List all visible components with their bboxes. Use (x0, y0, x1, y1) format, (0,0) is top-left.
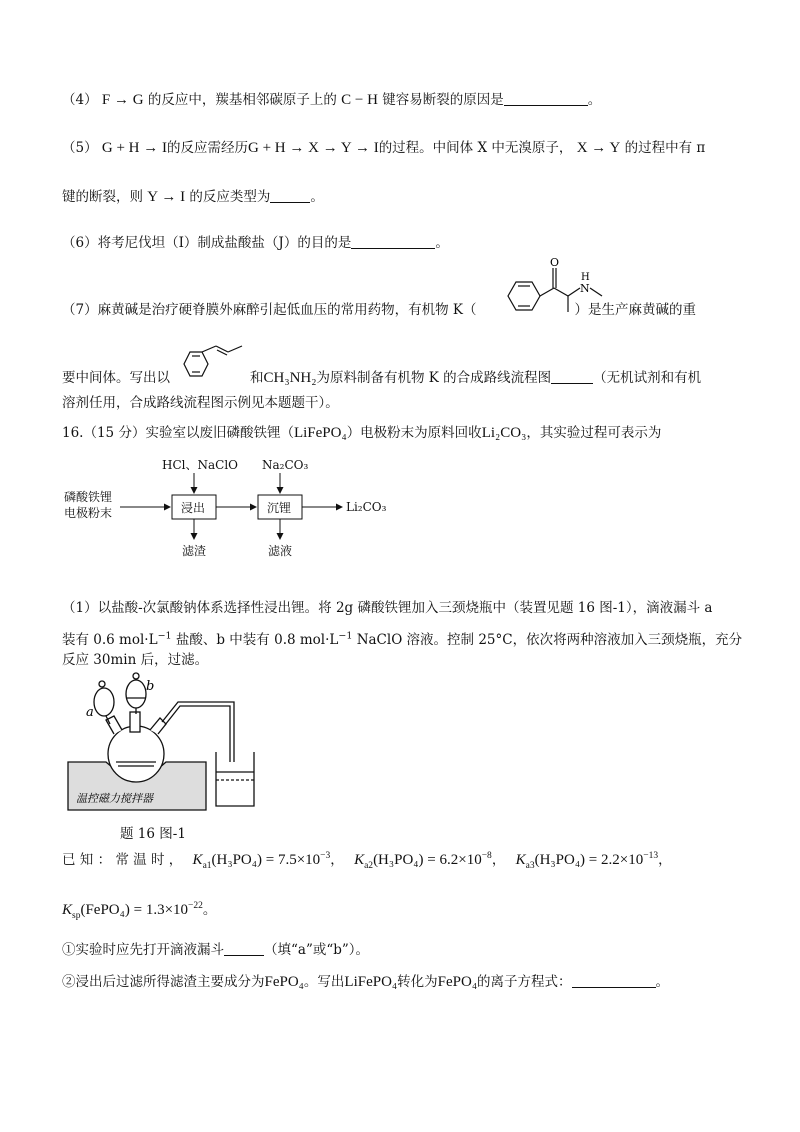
flow-waste-filtrate: 滤液 (268, 544, 293, 558)
known-constants-line1: 已 知 ： 常 温 时 ， $K_{a1}(H_3PO_4) = 7.5\times 10^{-3}$， $K_{a2}(H_3PO_4) = 6.2\times 10^{-8}$， $K_{a3}(H_3PO_4) = 2.2\times 10^{-13}$， (62, 851, 672, 871)
answer-blank-4[interactable] (504, 91, 588, 106)
flow-step-leach: 浸出 (181, 501, 206, 515)
bond-c-h: C − H (341, 92, 378, 108)
subquestion-2: ②浸出后过滤所得滤渣主要成分为FePO₄。写出LiFePO₄转化为FePO₄的离子方程式： 。 (62, 974, 670, 990)
part-1-line1: （1）以盐酸-次氯酸钠体系选择性浸出锂。将 2g 磷酸铁锂加入三颈烧瓶中（装置见题 16 图-1），滴液漏斗 a (62, 600, 713, 616)
question-16-header: 16.（15 分）实验室以废旧磷酸铁锂（LiFePO₄）电极粉末为原料回收Li₂CO₃，其实验过程可表示为 (62, 425, 662, 441)
part-1-line3: 反应 30min 后，过滤。 (62, 652, 209, 668)
question-4: （4） F → G 的反应中，羰基相邻碳原子上的 C − H 键容易断裂的原因是 。 (62, 92, 602, 108)
flow-step-precipitate: 沉锂 (267, 501, 292, 515)
flow-input-line2: 电极粉末 (64, 506, 113, 520)
question-6: （6）将考尼伐坦（I）制成盐酸盐（J）的目的是 。 (62, 235, 449, 251)
struct-o: O (550, 256, 560, 269)
known-constants-line2: $K_{sp}(FePO_4) = 1.3\times 10^{-22}$。 (62, 901, 217, 921)
struct-h: H (581, 272, 590, 283)
label-funnel-a: a (86, 705, 94, 720)
question-7-line3: 溶剂任用，合成路线流程图示例见本题题干）。 (62, 395, 339, 411)
flow-product: Li₂CO₃ (346, 500, 387, 514)
flow-waste-residue: 滤渣 (182, 544, 207, 558)
question-5-line2: 键的断裂，则 Y → I 的反应类型为 。 (62, 189, 324, 205)
label-funnel-b: b (146, 679, 155, 694)
figure-caption: 题 16 图-1 (120, 826, 186, 842)
struct-n: N (580, 282, 590, 295)
answer-blank-sub2[interactable] (572, 973, 656, 988)
question-7-line2: 要中间体。写出以 和CH₃NH₂为原料制备有机物 K 的合成路线流程图 （无机试剂和有机 (62, 370, 702, 386)
flow-reagent-na2co3: Na₂CO₃ (262, 458, 309, 472)
part-1-line2: 装有 0.6 $mol\cdot L^{-1}$ 盐酸、b 中装有 0.8 $mol\cdot L^{-1}$ NaClO 溶液。控制 25°C，依次将两种溶液加入三颈烧瓶，充分 (62, 630, 743, 648)
answer-blank-6[interactable] (351, 234, 435, 249)
question-5-line1: （5） G + H → I的反应需经历G + H → X → Y → I的过程。中间体 X 中无溴原子， X → Y 的过程中有 π (62, 140, 706, 156)
flow-reagent-hcl-naclo: HCl、NaClO (162, 458, 238, 472)
flow-input-line1: 磷酸铁锂 (64, 490, 113, 504)
reaction-f-g: F → G (101, 92, 144, 108)
answer-blank-sub1[interactable] (224, 941, 264, 956)
apparatus-figure (66, 672, 266, 822)
subquestion-1: ①实验时应先打开滴液漏斗 （填“a”或“b”）。 (62, 942, 370, 958)
label-stirrer: 温控磁力搅拌器 (76, 792, 153, 805)
answer-blank-5[interactable] (270, 188, 310, 203)
answer-blank-7[interactable] (551, 369, 593, 384)
question-7-line1: （7）麻黄碱是治疗硬脊膜外麻醉引起低血压的常用药物，有机物 K（ ）是生产麻黄碱的重 (62, 302, 696, 318)
methylamine: CH₃NH₂ (263, 370, 317, 386)
process-flow-diagram (62, 455, 402, 565)
compound-k-structure (494, 252, 610, 332)
